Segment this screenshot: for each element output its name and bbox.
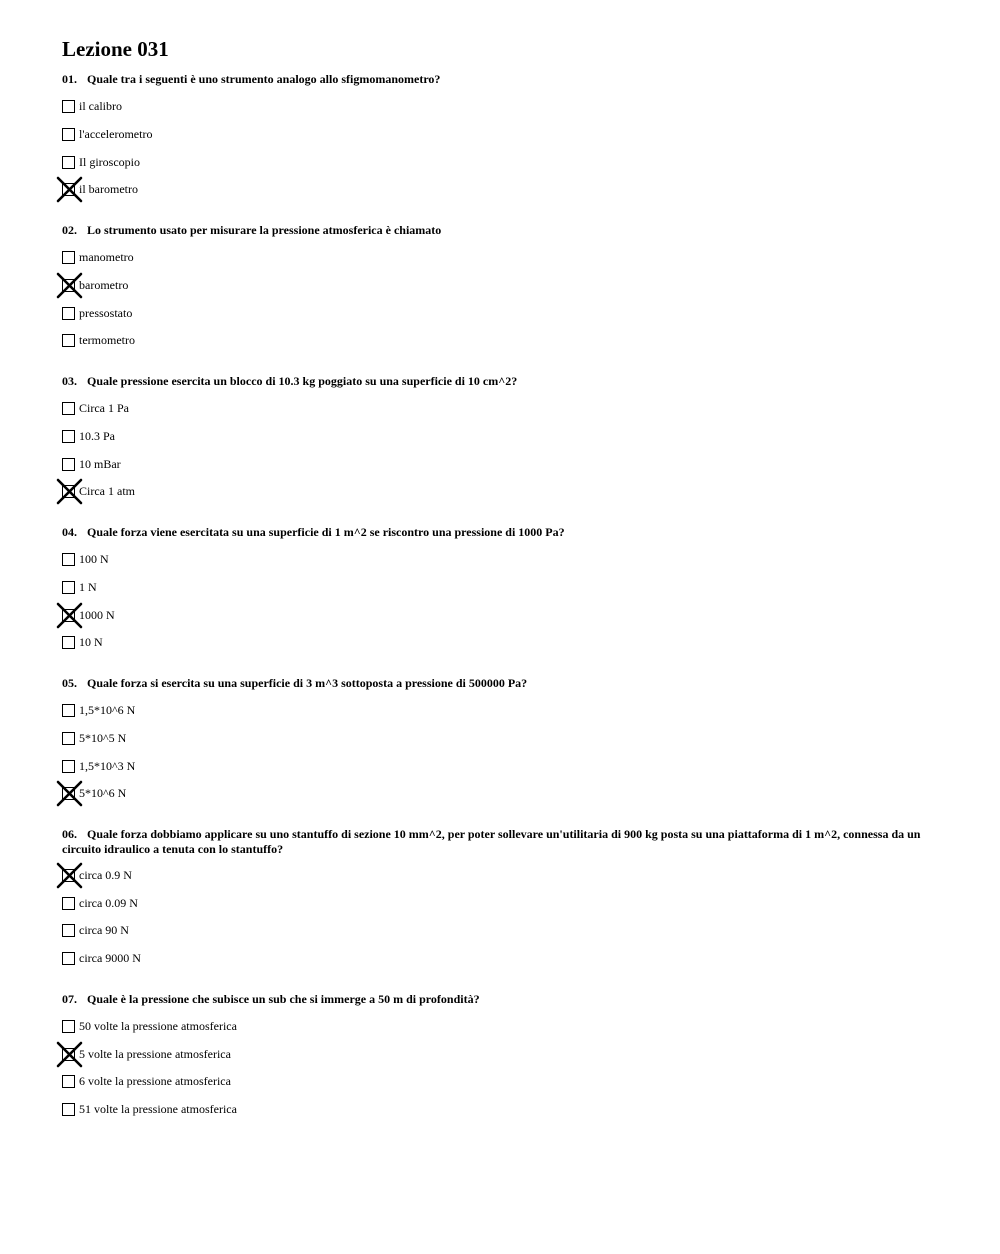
answer-label: barometro [79,278,129,292]
question-label: Quale è la pressione che subisce un sub che si immerge a 50 m di profondità? [87,992,480,1006]
answer-label: 5*10^5 N [79,731,127,745]
answer-checkbox[interactable] [62,704,75,717]
answer-option[interactable] [62,730,126,746]
answer-option[interactable] [62,154,140,170]
answer-label: 50 volte la pressione atmosferica [79,1019,237,1033]
answer-label: circa 0.09 N [79,896,138,910]
answer-option[interactable] [62,277,128,293]
answer-label: circa 0.9 N [79,868,132,882]
answer-checkbox[interactable] [62,1103,75,1116]
answer-option[interactable] [62,1101,237,1117]
answer-option[interactable] [62,1073,231,1089]
question-number: 01. [62,72,77,86]
answer-checkbox[interactable] [62,1075,75,1088]
answer-checkbox[interactable] [62,251,75,264]
answer-checkbox[interactable] [62,128,75,141]
check-x-icon [56,602,83,629]
check-x-icon [56,272,83,299]
answer-label: il barometro [79,182,138,196]
answer-option[interactable] [62,181,138,197]
answer-option[interactable] [62,895,138,911]
answer-label: pressostato [79,306,133,320]
answer-checkbox[interactable] [62,609,75,622]
answer-option[interactable] [62,579,97,595]
answer-label: 1,5*10^3 N [79,759,136,773]
answer-label: 10.3 Pa [79,429,115,443]
answer-label: 5*10^6 N [79,786,127,800]
answer-checkbox[interactable] [62,760,75,773]
answer-option[interactable] [62,950,141,966]
answer-checkbox[interactable] [62,430,75,443]
answer-label: circa 90 N [79,923,129,937]
answer-label: 5 volte la pressione atmosferica [79,1047,231,1061]
question-text [62,374,942,389]
answer-option[interactable] [62,922,129,938]
answer-label: 1000 N [79,608,115,622]
question-label: Quale forza dobbiamo applicare su uno stantuffo di sezione 10 mm^2, per poter sollevare un'utilitaria di 900 kg posta su una piattaforma di 1 m^2, connessa da un circuito idraulico a tenuta con lo stantuffo? [62,827,921,856]
answer-checkbox[interactable] [62,458,75,471]
answer-checkbox[interactable] [62,581,75,594]
answer-label: 6 volte la pressione atmosferica [79,1074,231,1088]
check-x-icon [56,1041,83,1068]
answer-label: 1,5*10^6 N [79,703,136,717]
answer-option[interactable] [62,702,135,718]
answer-checkbox[interactable] [62,279,75,292]
answer-checkbox[interactable] [62,636,75,649]
answer-option[interactable] [62,785,126,801]
answer-option[interactable] [62,1018,237,1034]
question-label: Quale pressione esercita un blocco di 10.3 kg poggiato su una superficie di 10 cm^2? [87,374,518,388]
check-x-icon [56,176,83,203]
question-text [62,992,942,1007]
answer-label: circa 9000 N [79,951,141,965]
answer-checkbox[interactable] [62,485,75,498]
answer-checkbox[interactable] [62,307,75,320]
answer-checkbox[interactable] [62,1048,75,1061]
question-number: 07. [62,992,77,1006]
answer-checkbox[interactable] [62,334,75,347]
page-title: Lezione 031 [62,37,169,61]
answer-option[interactable] [62,758,135,774]
question-label: Lo strumento usato per misurare la pressione atmosferica è chiamato [87,223,442,237]
answer-checkbox[interactable] [62,553,75,566]
question-label: Quale forza viene esercitata su una superficie di 1 m^2 se riscontro una pressione di 1000 Pa? [87,525,565,539]
question-label: Quale tra i seguenti è uno strumento analogo allo sfigmomanometro? [87,72,441,86]
question-label: Quale forza si esercita su una superficie di 3 m^3 sottoposta a pressione di 500000 Pa? [87,676,528,690]
answer-label: 100 N [79,552,109,566]
check-x-icon [56,478,83,505]
answer-option[interactable] [62,400,129,416]
question-number: 03. [62,374,77,388]
question-text [62,676,942,691]
check-x-icon [56,780,83,807]
answer-option[interactable] [62,1046,231,1062]
answer-checkbox[interactable] [62,402,75,415]
answer-checkbox[interactable] [62,869,75,882]
question-number: 04. [62,525,77,539]
answer-option[interactable] [62,551,109,567]
answer-label: Il giroscopio [79,155,140,169]
answer-option[interactable] [62,634,103,650]
answer-label: 1 N [79,580,97,594]
answer-checkbox[interactable] [62,183,75,196]
question-text [62,72,942,87]
answer-option[interactable] [62,126,152,142]
question-number: 05. [62,676,77,690]
question-text [62,827,942,857]
answer-label: il calibro [79,99,122,113]
answer-label: manometro [79,250,134,264]
answer-option[interactable] [62,332,135,348]
answer-option[interactable] [62,456,121,472]
answer-label: 10 N [79,635,103,649]
answer-option[interactable] [62,867,132,883]
check-x-icon [56,862,83,889]
answer-option[interactable] [62,249,134,265]
answer-checkbox[interactable] [62,897,75,910]
answer-label: termometro [79,333,135,347]
question-number: 02. [62,223,77,237]
answer-checkbox[interactable] [62,156,75,169]
answer-label: l'accelerometro [79,127,153,141]
answer-checkbox[interactable] [62,924,75,937]
answer-label: Circa 1 atm [79,484,135,498]
answer-label: 10 mBar [79,457,121,471]
answer-option[interactable] [62,305,132,321]
answer-option[interactable] [62,428,115,444]
answer-checkbox[interactable] [62,100,75,113]
answer-checkbox[interactable] [62,1020,75,1033]
answer-option[interactable] [62,607,115,623]
question-number: 06. [62,827,77,841]
answer-option[interactable] [62,98,122,114]
question-text [62,525,942,540]
answer-checkbox[interactable] [62,952,75,965]
answer-checkbox[interactable] [62,732,75,745]
answer-label: 51 volte la pressione atmosferica [79,1102,237,1116]
answer-option[interactable] [62,483,135,499]
answer-label: Circa 1 Pa [79,401,129,415]
question-text [62,223,942,238]
answer-checkbox[interactable] [62,787,75,800]
